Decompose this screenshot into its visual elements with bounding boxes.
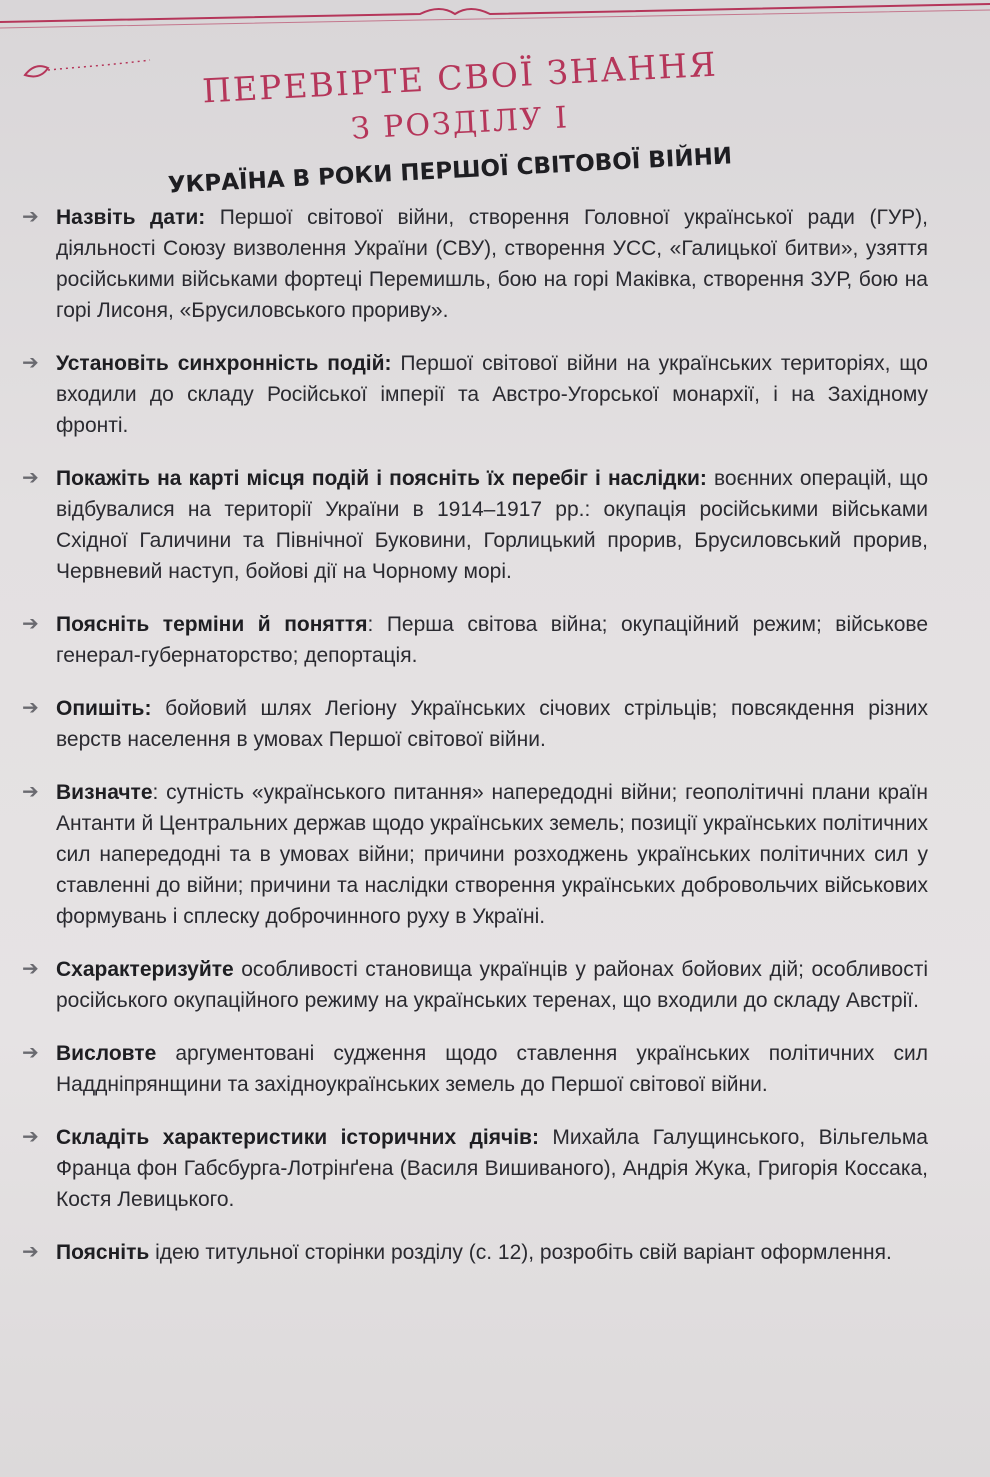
- task-item: [18, 348, 928, 441]
- task-lead: Поясніть: [56, 1241, 150, 1264]
- page-title: ПЕРЕВІРТЕ СВОЇ ЗНАННЯ: [201, 44, 719, 111]
- task-lead: Покажіть на карті місця подій і поясніть їх перебіг і наслідки:: [56, 467, 707, 490]
- task-lead: Опишіть:: [56, 697, 152, 720]
- arrow-right-icon: ➔: [22, 781, 39, 803]
- task-text: : сутність «українського питання» напередодні війни; геополітичні плани країн Антанти й Центральних держав щодо українських земель; позиції українських політичних сил напередодні та в умовах війни; причини розходжень українських політичних сил у ставленні до війни; причини та наслідки створення українських добровольчих військових формувань і сплеску доброчинного руху в Україні.: [56, 781, 928, 928]
- task-item: [18, 1122, 928, 1215]
- task-item: [18, 693, 928, 755]
- task-text: Першої світової війни на українських територіях, що входили до складу Російської імперії та Австро-Угорської монархії, і на Західному фронті.: [56, 352, 928, 437]
- task-lead: Установіть синхронність подій:: [56, 352, 392, 375]
- task-text: особливості становища українців у районах бойових дій; особливості російського окупаційного режиму на українських теренах, що входили до складу Австрії.: [56, 958, 928, 1012]
- task-text: бойовий шлях Легіону Українських січових стрільців; повсякдення різних верств населення в умовах Першої світової війни.: [56, 697, 928, 751]
- task-text: : Перша світова війна; окупаційний режим; військове генерал-губернаторство; депортація.: [56, 613, 928, 667]
- arrow-right-icon: ➔: [22, 467, 39, 489]
- task-lead: Поясніть терміни й поняття: [56, 613, 368, 636]
- task-text: аргументовані судження щодо ставлення українських політичних сил Наддніпрянщини та західноукраїнських земель до Першої світової війни.: [56, 1042, 928, 1096]
- arrow-right-icon: ➔: [22, 206, 39, 228]
- task-text: ідею титульної сторінки розділу (с. 12), розробіть свій варіант оформлення.: [149, 1241, 892, 1264]
- arrow-right-icon: ➔: [22, 697, 39, 719]
- task-lead: Складіть характеристики історичних діячів:: [56, 1126, 539, 1149]
- page-title-line2: З РОЗДІЛУ І: [350, 100, 570, 147]
- task-lead: Назвіть дати:: [56, 206, 206, 229]
- task-lead: Схарактеризуйте: [56, 958, 234, 981]
- task-item: [18, 202, 928, 326]
- task-item: [18, 777, 928, 932]
- task-lead: Визначте: [56, 781, 153, 804]
- task-item: [18, 609, 928, 671]
- arrow-right-icon: ➔: [22, 958, 39, 980]
- arrow-right-icon: ➔: [22, 352, 39, 374]
- task-lead: Висловте: [56, 1042, 157, 1065]
- arrow-right-icon: ➔: [22, 613, 39, 635]
- arrow-right-icon: ➔: [22, 1126, 39, 1148]
- task-text: воєнних операцій, що відбувалися на території України в 1914–1917 рр.: окупація російськими військами Східної Галичини та Північної Буковини, Горлицький прорив, Брусиловський прорив, Червневий наступ, бойові дії на Чорному морі.: [56, 467, 929, 583]
- task-text: Першої світової війни, створення Головної української ради (ГУР), діяльності Союзу визволення України (СВУ), створення УСС, «Галицької битви», узяття російськими військами фортеці Перемишль, бою на горі Маківка, створення ЗУР, бою на горі Лисоня, «Брусиловського прориву».: [56, 206, 928, 322]
- arrow-right-icon: ➔: [22, 1042, 39, 1064]
- task-item: [18, 463, 928, 587]
- task-list: [18, 202, 928, 1290]
- task-item: [18, 954, 928, 1016]
- arrow-right-icon: ➔: [22, 1241, 39, 1263]
- task-text: Михайла Галущинського, Вільгельма Франца фон Габсбурга-Лотрінґена (Василя Вишиваного), Андрія Жука, Григорія Коссака, Костя Левицького.: [56, 1126, 928, 1211]
- task-item: [18, 1038, 928, 1100]
- section-subtitle: УКРАЇНА В РОКИ ПЕРШОЇ СВІТОВОЇ ВІЙНИ: [167, 143, 733, 199]
- task-item: [18, 1237, 928, 1268]
